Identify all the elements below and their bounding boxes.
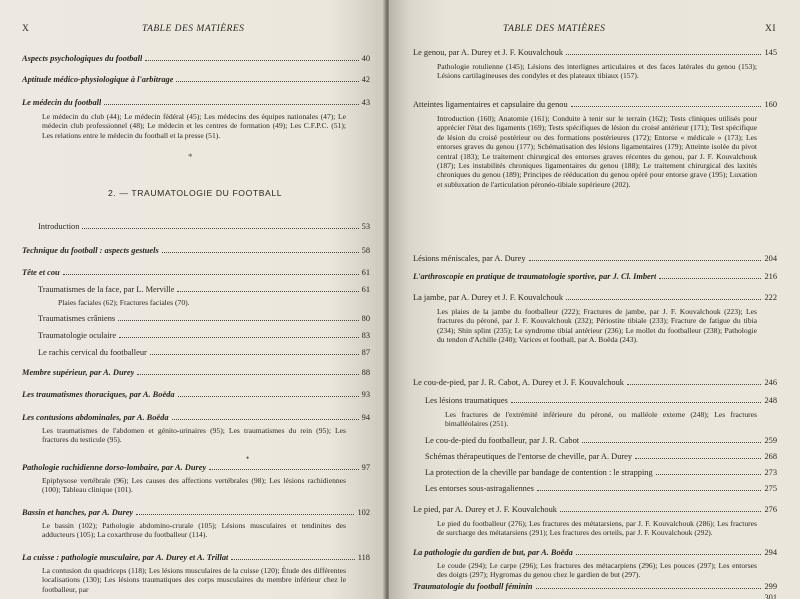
toc-entry[interactable]: Le genou, par A. Durey et J. F. Kouvalchouk 145 bbox=[413, 48, 777, 57]
toc-entry-details: Les traumatismes de l'abdomen et génito-urinaires (95); Les traumatismes du rein (95); Les fractures du testicule (95). bbox=[42, 426, 346, 445]
toc-entry[interactable]: Tête et cou 61 bbox=[22, 268, 370, 277]
toc-entry[interactable]: Technique du football : aspects gestuels 58 bbox=[22, 246, 370, 255]
toc-entry[interactable]: Traumatologie du football féminin 299 bbox=[413, 582, 777, 591]
toc-entry-details: Introduction (160); Anatomie (161); Conduite à tenir sur le terrain (162); Tests cliniques utilisés pour apprécier l'état des ligaments (169); Tests spécifiques de lésion du croisé antérieur (171); Test spécifique de lésion du croisé postérieur ou des formations postérieures (172); Entorse « médicale » (173); Les entorses graves du genou (177); Schématisation des lésions ligamentaires (179); Atteinte isolée du pivot central (183); Le traitement chirurgical des entorses graves récentes du genou, par J. F. Kouvalchouk (187); Les instabilités chroniques ligamentaires du genou (188); Le traitement chirurgical des laxités chroniques du genou (189); Principes de rééducation du genou opéré pour entorse grave (195); Luxation et subluxation de l'articulation péronéo-tibiale supérieure (202). bbox=[437, 114, 757, 189]
toc-entry[interactable]: Bassin et hanches, par A. Durey 102 bbox=[22, 508, 370, 517]
ornament-icon: • bbox=[246, 453, 250, 463]
right-page-title: TABLE DES MATIÈRES bbox=[503, 24, 606, 34]
toc-entry[interactable]: La protection de la cheville par bandage de contention : le strapping 273 bbox=[425, 468, 777, 477]
toc-entry[interactable]: Introduction 53 bbox=[38, 222, 370, 231]
toc-entry-details: Le bassin (102); Pathologie abdomino-crurale (105); Lésions musculaires et tendinites des adducteurs (105); La coxarthrose du footballeur (114). bbox=[42, 521, 346, 540]
toc-entry[interactable]: Le rachis cervical du footballeur 87 bbox=[38, 348, 370, 357]
toc-entry[interactable]: Le cou-de-pied, par J. R. Cabot, A. Durey et J. F. Kouvalchouk 246 bbox=[413, 378, 777, 387]
toc-entry-details: La contusion du quadriceps (118); Les lésions musculaires de la cuisse (120); Étude des différentes localisations (130); Les lésions traumatiques des corps musculaires du membre inférieur chez le footballeur, par bbox=[42, 566, 346, 594]
toc-entry[interactable]: La pathologie du gardien de but, par A. Boëda 294 bbox=[413, 548, 777, 557]
toc-entry[interactable]: Aptitude médico-physiologique à l'arbitrage 42 bbox=[22, 75, 370, 84]
toc-entry[interactable]: Atteintes ligamentaires et capsulaire du genou 160 bbox=[413, 100, 777, 109]
right-page bbox=[389, 0, 800, 599]
toc-entry[interactable]: Traumatismes crâniens 80 bbox=[38, 314, 370, 323]
toc-entry[interactable]: Lésions méniscales, par A. Durey 204 bbox=[413, 254, 777, 263]
toc-entry-details: Plaies faciales (62); Fractures faciales (70). bbox=[58, 298, 190, 307]
toc-entry[interactable]: L'arthroscopie en pratique de traumatologie sportive, par J. Cl. Imbert 216 bbox=[413, 272, 777, 281]
toc-entry[interactable]: Les traumatismes thoraciques, par A. Boëda 93 bbox=[22, 390, 370, 399]
toc-entry[interactable]: La jambe, par A. Durey et J. F. Kouvalchouk 222 bbox=[413, 293, 777, 302]
toc-entry[interactable]: Les entorses sous-astragaliennes 275 bbox=[425, 484, 777, 493]
section-heading: 2. — TRAUMATOLOGIE DU FOOTBALL bbox=[108, 188, 283, 198]
right-page-number: XI bbox=[765, 24, 777, 34]
toc-entry[interactable]: Pathologie rachidienne dorso-lombaire, par A. Durey 97 bbox=[22, 463, 370, 472]
toc-entry[interactable]: Traumatismes de la face, par L. Merville 61 bbox=[38, 285, 370, 294]
toc-entry[interactable]: Les contusions abdominales, par A. Boëda 94 bbox=[22, 413, 370, 422]
toc-entry-details: Les fractures de l'extrémité inférieure du péroné, ou malléole externe (248); Les fractures bimalléolaires (251). bbox=[445, 410, 757, 429]
toc-entry[interactable]: Le cou-de-pied du footballeur, par J. R. Cabot 259 bbox=[425, 436, 777, 445]
toc-entry[interactable]: Membre supérieur, par A. Durey 88 bbox=[22, 368, 370, 377]
toc-entry-details: Pathologie rotulienne (145); Lésions des interlignes articulaires et des faces latérales du genou (153); Lésions cartilagineuses des condyles et des plateaux tibiaux (157). bbox=[437, 62, 757, 81]
left-page-number: X bbox=[22, 24, 30, 34]
toc-entry[interactable]: Traumatologie oculaire 83 bbox=[38, 331, 370, 340]
toc-entry-details: Le pied du footballeur (276); Les fractures des métatarsiens, par J. F. Kouvalchouk (286); Les fractures de surcharge des métatarsiens (291); Les fractures des orteils, par J. F. Kouvalchouk (292). bbox=[437, 519, 757, 538]
toc-entry-page: 301 bbox=[764, 593, 777, 599]
toc-entry-details: Les plaies de la jambe du footballeur (222); Fractures de jambe, par J. F. Kouvalchouk (223); Les fractures du péroné, par J. F. Kouvalchouk (232); Périostite tibiale (233); Fracture de fatigue du tibia (234); Shin splint (235); Le syndrome tibial antérieur (236); Le mollet du footballeur (238); Pathologie du tendon d'Achille (240); Varices et football, par A. Boëda (243). bbox=[437, 307, 757, 345]
toc-entry[interactable]: Le pied, par A. Durey et J. F. Kouvalchouk 276 bbox=[413, 505, 777, 514]
ornament-icon: * bbox=[188, 152, 193, 162]
toc-entry[interactable]: Les lésions traumatiques 248 bbox=[425, 396, 777, 405]
left-page-title: TABLE DES MATIÈRES bbox=[142, 24, 245, 34]
toc-entry-details: Epiphysose vertébrale (96); Les causes des affections vertébrales (98); Les lésions rachidiennes (100); Tableau clinique (101). bbox=[42, 476, 346, 495]
toc-entry-details: Le médecin du club (44); Le médecin fédéral (45); Les médecins des équipes nationales (47); Le médecin club professionnel (48); Le médecin et les centres de formation (49); Les C.F.P.C. (51); Les relations entre le médecin du football et la presse (51). bbox=[42, 112, 346, 140]
toc-entry[interactable]: Le médecin du football 43 bbox=[22, 98, 370, 107]
toc-entry[interactable]: Aspects psychologiques du football 40 bbox=[22, 54, 370, 63]
toc-entry[interactable]: Schémas thérapeutiques de l'entorse de cheville, par A. Durey 268 bbox=[425, 452, 777, 461]
left-page bbox=[0, 0, 387, 599]
toc-entry-details: Le coude (294); Le carpe (296); Les fractures des métacarpiens (296); Les pouces (297); Les entorses des doigts (297); Hygromas du genou chez le gardien de but (297). bbox=[437, 561, 757, 580]
toc-entry[interactable]: La cuisse : pathologie musculaire, par A. Durey et A. Trillat 118 bbox=[22, 553, 370, 562]
